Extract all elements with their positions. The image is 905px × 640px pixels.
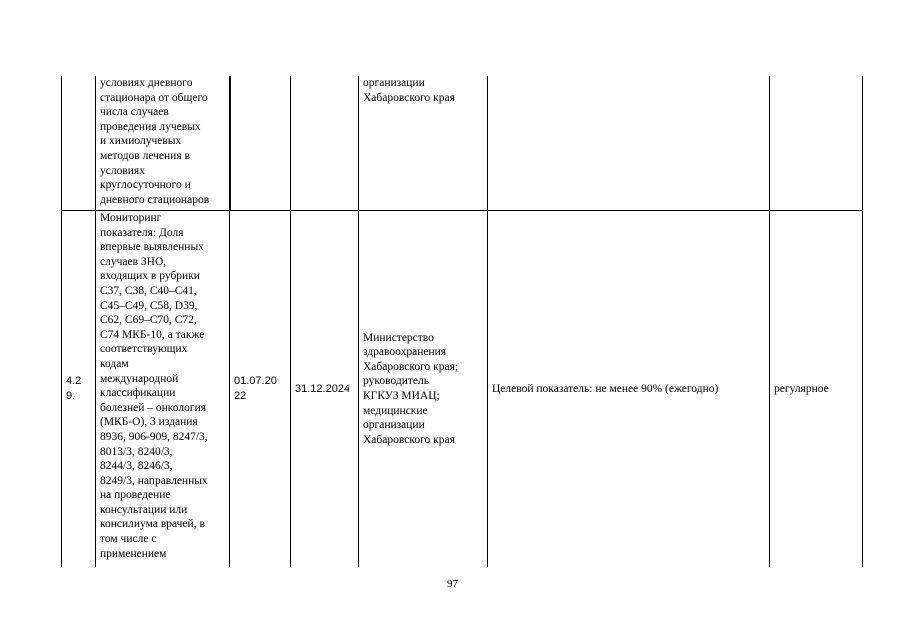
cell-end-date: 31.12.2024 bbox=[291, 211, 359, 568]
table-row bbox=[62, 211, 863, 568]
cell-responsible: организации Хабаровского края bbox=[359, 76, 488, 211]
cell-result bbox=[488, 76, 770, 211]
cell-event-name: условиях дневного стационара от общего числа случаев проведения лучевых и химиолучевых методов лечения в условиях круглосуточного и дневного стационаров bbox=[96, 76, 230, 211]
cell-start-date bbox=[230, 76, 291, 211]
cell-responsible: Министерство здравоохранения Хабаровского края; руководитель КГКУЗ МИАЦ; медицинские организации Хабаровского края bbox=[359, 211, 488, 568]
cell-event-name: Мониторинг показателя: Доля впервые выявленных случаев ЗНО, входящих в рубрики C37, C38, C40–C41, C45–C49, C58, D39, C62, C69–C70, C72, C74 МКБ-10, а также соответствующих кодам международной классификации болезней – онкология (МКБ-О), 3 издания 8936, 906-909, 8247/3, 8013/3, 8240/3, 8244/3, 8246/3, 8249/3, направленных на проведение консультации или консилиума врачей, в том числе с применением bbox=[96, 211, 230, 568]
table-row bbox=[62, 76, 863, 211]
cell-start-date: 01.07.20 22 bbox=[230, 211, 291, 568]
cell-type: регулярное bbox=[770, 211, 863, 568]
cell-number: 4.2 9. bbox=[62, 211, 96, 568]
cell-type bbox=[770, 76, 863, 211]
cell-number bbox=[62, 76, 96, 211]
cell-result: Целевой показатель: не менее 90% (ежегодно) bbox=[488, 211, 770, 568]
plan-table bbox=[61, 76, 863, 567]
cell-end-date bbox=[291, 76, 359, 211]
page-number: 97 bbox=[447, 578, 458, 590]
